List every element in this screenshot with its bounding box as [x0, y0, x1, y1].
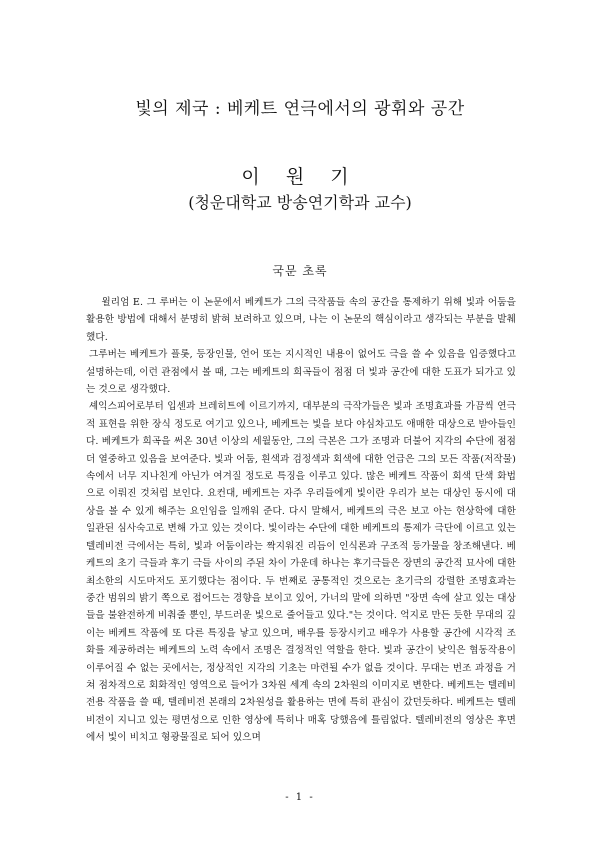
author-name: 이 원 기 [241, 166, 359, 188]
abstract-paragraph: 셰익스피어로부터 입센과 브레히트에 이르기까지, 대부분의 극작가들은 빛과 조명효과를 가끔씩 연극적 표현을 위한 장식 정도로 여기고 있으나, 베케트는 빛을 보다 야심차고도 애매한 대상으로 받아들인다. 베케트가 희곡을 써온 30년 이상의 세월동안, 그의 극본은 그가 조명과 더불어 지각의 수단에 점점 더 열중하고 있음을 보여준다. 빛과 어둠, 흰색과 검정색과 회색에 대한 언급은 그의 모든 작품(저작물) 속에서 너무 지나친게 아닌가 여겨질 정도로 특징을 이루고 있다. 많은 베케트 작품이 회색 단색 화법으로 이뤄진 것처럼 보인다. 요컨대, 베케트는 자주 우리들에게 빛이란 우리가 보는 대상인 동시에 대상을 볼 수 있게 해주는 요인임을 일깨워 준다. 다시 말해서, 베케트의 극은 보고 아는 현상학에 대한 일관된 심사숙고로 변해 가고 있는 것이다. 빛이라는 수단에 대한 베케트의 통제가 극단에 이르고 있는 텔레비전 극에서는 특히, 빛과 어둠이라는 짝지워진 리듬이 인식론과 구조적 등가물을 창조해낸다. 베케트의 초기 극들과 후기 극들 사이의 주된 차이 가운데 하나는 후기극들은 장면의 공간적 묘사에 대한 최소한의 시도마저도 포기했다는 점이다. 두 번째로 공통적인 것으로는 초기극의 강렬한 조명효과는 중간 범위의 밝기 쪽으로 접어드는 경향을 보이고 있어, 가너의 말에 의하면 "장면 속에 살고 있는 대상들을 불완전하게 비춰줄 뿐인, 부드러운 빛으로 줄어들고 있다."는 것이다. 억지로 만든 듯한 무대의 깊이는 베케트 작품에 또 다른 특징을 낳고 있으며, 배우를 등장시키고 배우가 사용할 공간에 시각적 조화를 제공하려는 베케트의 노력 속에서 조명은 결정적인 역할을 한다. 빛과 공간이 낮익은 협동작용이 이루어질 수 없는 곳에서는, 정상적인 지각의 기초는 마련될 수가 없을 것이다. 무대는 번조 과정을 거쳐 점차적으로 회화적인 영역으로 들어가 3차원 세계 속의 2차원의 이미지로 변한다. 베케트는 텔레비전용 작품을 쓸 때, 텔레비전 본래의 2차원성을 활용하는 면에 특히 관심이 갔던듯하다. 베케트는 텔레비전이 지니고 있는 평면성으로 인한 영상에 특히나 매혹 당했음에 틀림없다. 텔레비전의 영상은 후면에서 빛이 비치고 형광물질로 되어 있으며 [86, 401, 516, 744]
abstract-paragraph: 그루버는 베케트가 플롯, 등장인물, 언어 또는 지시적인 내용이 없어도 극을 쓸 수 있음을 입증했다고 설명하는데, 이런 관점에서 볼 때, 그는 베케트의 희곡들이 점점 더 빛과 공간에 대한 도표가 되가고 있는 것으로 생각했다. [86, 349, 516, 396]
abstract-body [86, 294, 516, 747]
abstract-paragraph: 윌리엄 E. 그 루버는 이 논문에서 베케트가 그의 극작품들 속의 공간을 통제하기 위해 빛과 어둠을 활용한 방법에 대해서 분명히 밝혀 보려하고 있으며, 나는 이 논문의 핵심이라고 생각되는 부분을 발췌했다. [86, 297, 516, 343]
page-number: - 1 - [285, 792, 315, 803]
paper-title: 빛의 제국 : 베케트 연극에서의 광휘와 공간 [135, 99, 465, 119]
author-affiliation: (청운대학교 방송연기학과 교수) [188, 193, 412, 212]
abstract-heading: 국문 초록 [272, 264, 328, 278]
